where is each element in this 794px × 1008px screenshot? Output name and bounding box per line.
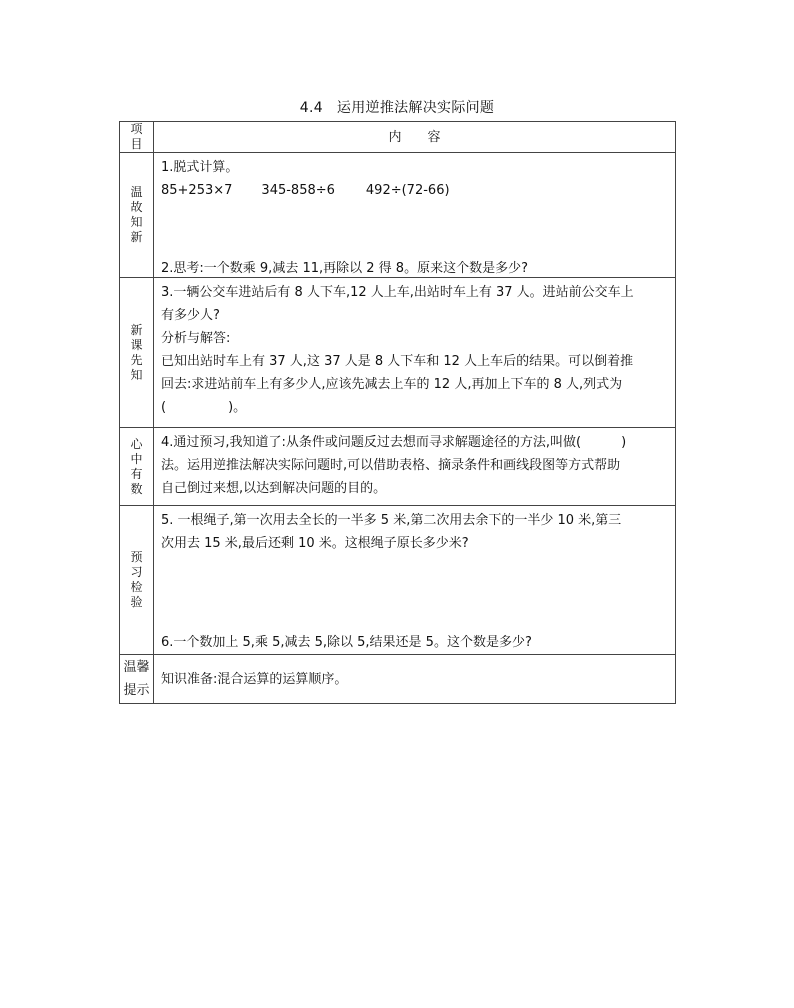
table-row-tip [120, 655, 676, 704]
row-content-tip: 知识准备:混合运算的运算顺序。 [154, 655, 676, 704]
answer-blank-line: ( )。 [161, 400, 247, 415]
question-1-title: 1.脱式计算。 [161, 160, 239, 175]
section-number: 4.4 [299, 100, 323, 116]
question-2: 2.思考:一个数乘 9,减去 11,再除以 2 得 8。原来这个数是多少? [161, 261, 528, 276]
header-content-cell: 内 容 [154, 122, 676, 153]
section-title: 运用逆推法解决实际问题 [336, 100, 495, 116]
question-6: 6.一个数加上 5,乘 5,减去 5,除以 5,结果还是 5。这个数是多少? [161, 635, 532, 650]
row-content-review [154, 153, 676, 278]
expression-1: 85+253×7 [161, 183, 233, 198]
question-3-line-1: 3.一辆公交车进站后有 8 人下车,12 人上车,出站时车上有 37 人。进站前公交车上 [161, 285, 634, 300]
row-label-review: 温故知新 [120, 153, 154, 278]
row-label-check: 预习检验 [120, 506, 154, 655]
lesson-table [119, 121, 676, 704]
row-label-preview: 新课先知 [120, 278, 154, 428]
expression-2: 345-858÷6 [261, 183, 335, 198]
question-4-line-2: 法。运用逆推法解决实际问题时,可以借助表格、摘录条件和画线段图等方式帮助 [161, 458, 621, 473]
analysis-line-2: 回去:求进站前车上有多少人,应该先减去上车的 12 人,再加上下车的 8 人,列式为 [161, 377, 623, 392]
analysis-heading: 分析与解答: [161, 331, 231, 346]
page-title [0, 97, 794, 117]
question-4-line-3: 自己倒过来想,以达到解决问题的目的。 [161, 481, 387, 496]
table-row-know [120, 428, 676, 506]
analysis-line-1: 已知出站时车上有 37 人,这 37 人是 8 人下车和 12 人上车后的结果。可以倒着推 [161, 354, 634, 369]
row-label-tip: 温馨提示 [120, 655, 154, 704]
row-label-know: 心中有数 [120, 428, 154, 506]
row-content-preview [154, 278, 676, 428]
table-row-preview [120, 278, 676, 428]
table-header-row [120, 122, 676, 153]
header-item-cell: 项目 [120, 122, 154, 153]
question-5-line-1: 5. 一根绳子,第一次用去全长的一半多 5 米,第二次用去余下的一半少 10 米,第三 [161, 513, 622, 528]
row-content-check [154, 506, 676, 655]
table-row-review [120, 153, 676, 278]
question-1-expressions [161, 179, 669, 202]
row-content-know [154, 428, 676, 506]
table-row-check [120, 506, 676, 655]
expression-3: 492÷(72-66) [365, 183, 450, 198]
question-4-line-1: 4.通过预习,我知道了:从条件或问题反过去想而寻求解题途径的方法,叫做( ) [161, 435, 627, 450]
question-5-line-2: 次用去 15 米,最后还剩 10 米。这根绳子原长多少米? [161, 536, 469, 551]
question-3-line-2: 有多少人? [161, 308, 220, 323]
